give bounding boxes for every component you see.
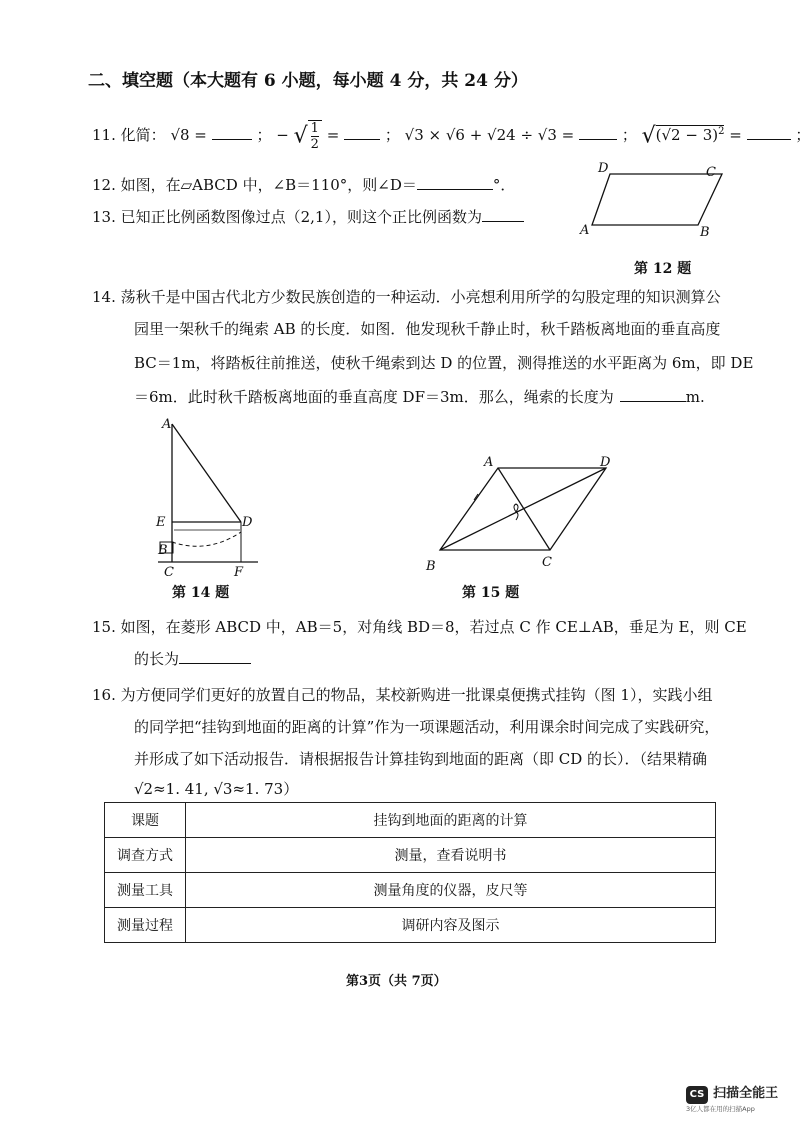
- fig14-label-E: E: [156, 515, 166, 530]
- question-16-line-1: 16. 为方便同学们更好的放置自己的物品，某校新购进一批课桌便携式挂钩（图 1），实践小组: [92, 686, 713, 704]
- watermark-slogan: 3亿人都在用的扫描App: [686, 1105, 755, 1113]
- table-row: [105, 838, 716, 873]
- fig14-label-C: C: [164, 565, 174, 580]
- q11-expr1: √8 =: [170, 126, 207, 144]
- report-table: [104, 802, 716, 943]
- question-14-line-2: 园里一架秋千的绳索 AB 的长度．如图．他发现秋千静止时，秋千踏板离地面的垂直高度: [134, 320, 721, 338]
- table-value: 挂钩到地面的距离的计算: [186, 803, 716, 838]
- question-16-line-2: 的同学把“挂钩到地面的距离的计算”作为一项课题活动，利用课余时间完成了实践研究，: [134, 718, 720, 736]
- fig15-label-B: B: [426, 559, 436, 574]
- question-14-line-1: 14. 荡秋千是中国古代北方少数民族创造的一种运动．小亮想利用所学的勾股定理的知识测算公: [92, 288, 721, 306]
- q11-expr3: √3 × √6 + √24 ÷ √3 =: [404, 126, 575, 144]
- q13-blank[interactable]: [482, 207, 524, 222]
- question-16-line-3: 并形成了如下活动报告．请根据报告计算挂钩到地面的距离（即 CD 的长）．（结果精确: [134, 750, 708, 768]
- figure-15-rhombus: [420, 452, 620, 580]
- table-key: 课题: [105, 803, 186, 838]
- scanner-watermark: [686, 1082, 786, 1113]
- q11-blank-4[interactable]: [747, 125, 791, 140]
- fig12-label-C: C: [706, 165, 716, 180]
- q12-blank[interactable]: [417, 175, 493, 190]
- question-13: 13. 已知正比例函数图像过点（2,1），则这个正比例函数为: [92, 206, 524, 227]
- q14-blank[interactable]: [620, 387, 686, 402]
- fig14-label-D: D: [242, 515, 253, 530]
- question-15-line-2: 的长为: [134, 648, 251, 669]
- fig12-label-D: D: [598, 161, 609, 176]
- q15-blank[interactable]: [179, 649, 251, 664]
- figure-12-parallelogram: [570, 158, 730, 242]
- table-row: [105, 803, 716, 838]
- question-14-line-3: BC＝1m，将踏板往前推送，使秋千绳索到达 D 的位置，测得推送的水平距离为 6m，即 DE: [134, 354, 754, 372]
- q11-blank-3[interactable]: [579, 125, 617, 140]
- question-16-line-4: √2≈1. 41, √3≈1. 73）: [134, 780, 299, 798]
- question-12: 12. 如图，在▱ABCD 中，∠B＝110°，则∠D＝ °．: [92, 176, 516, 194]
- table-value: 测量角度的仪器，皮尺等: [186, 873, 716, 908]
- q11-expr2-fraction: √ $\frac{1}{2}$: [294, 120, 322, 152]
- watermark-name: 扫描全能王: [713, 1086, 779, 1101]
- fig14-label-B: B: [158, 543, 168, 558]
- q11-prefix: 化简：: [120, 126, 166, 144]
- fig12-label-B: B: [700, 225, 710, 240]
- q11-blank-2[interactable]: [344, 125, 380, 140]
- fig15-label-D: D: [600, 455, 611, 470]
- figure-14-swing: [148, 414, 278, 582]
- table-key: 调查方式: [105, 838, 186, 873]
- section-title: 二、填空题（本大题有 6 小题，每小题 4 分，共 24 分）: [88, 71, 528, 91]
- question-15-line-1: 15. 如图，在菱形 ABCD 中，AB＝5，对角线 BD＝8，若过点 C 作 CE⊥AB，垂足为 E，则 CE: [92, 618, 747, 636]
- table-key: 测量工具: [105, 873, 186, 908]
- figure-12-caption: 第 12 题: [634, 261, 692, 277]
- figure-15-caption: 第 15 题: [462, 585, 520, 601]
- fig15-label-C: C: [542, 555, 552, 570]
- fig12-label-A: A: [580, 223, 590, 238]
- page-footer: 第3页（共 7页）: [346, 974, 447, 989]
- fig14-label-A: A: [162, 417, 172, 432]
- fig15-label-A: A: [484, 455, 494, 470]
- table-key: 测量过程: [105, 908, 186, 943]
- table-row: [105, 908, 716, 943]
- question-14-line-4: ＝6m．此时秋千踏板离地面的垂直高度 DF＝3m．那么，绳索的长度为 m.: [134, 388, 705, 406]
- q11-blank-1[interactable]: [212, 125, 252, 140]
- q11-number: 11.: [92, 126, 116, 144]
- cs-logo-icon: CS: [686, 1086, 708, 1104]
- table-row: [105, 873, 716, 908]
- q11-expr4: $√(√2 - 3)^2$ =: [641, 123, 742, 149]
- fig14-label-F: F: [234, 565, 244, 580]
- figure-14-caption: 第 14 题: [172, 585, 230, 601]
- table-value: 测量，查看说明书: [186, 838, 716, 873]
- question-11: 11. 化简： √8 = ； − √ $\frac{1}{2}$ = ； √3 × √6 + √24 ÷ √3 = ； $√(√2 - 3)^2$ = ；: [92, 121, 810, 152]
- table-value: 调研内容及图示: [186, 908, 716, 943]
